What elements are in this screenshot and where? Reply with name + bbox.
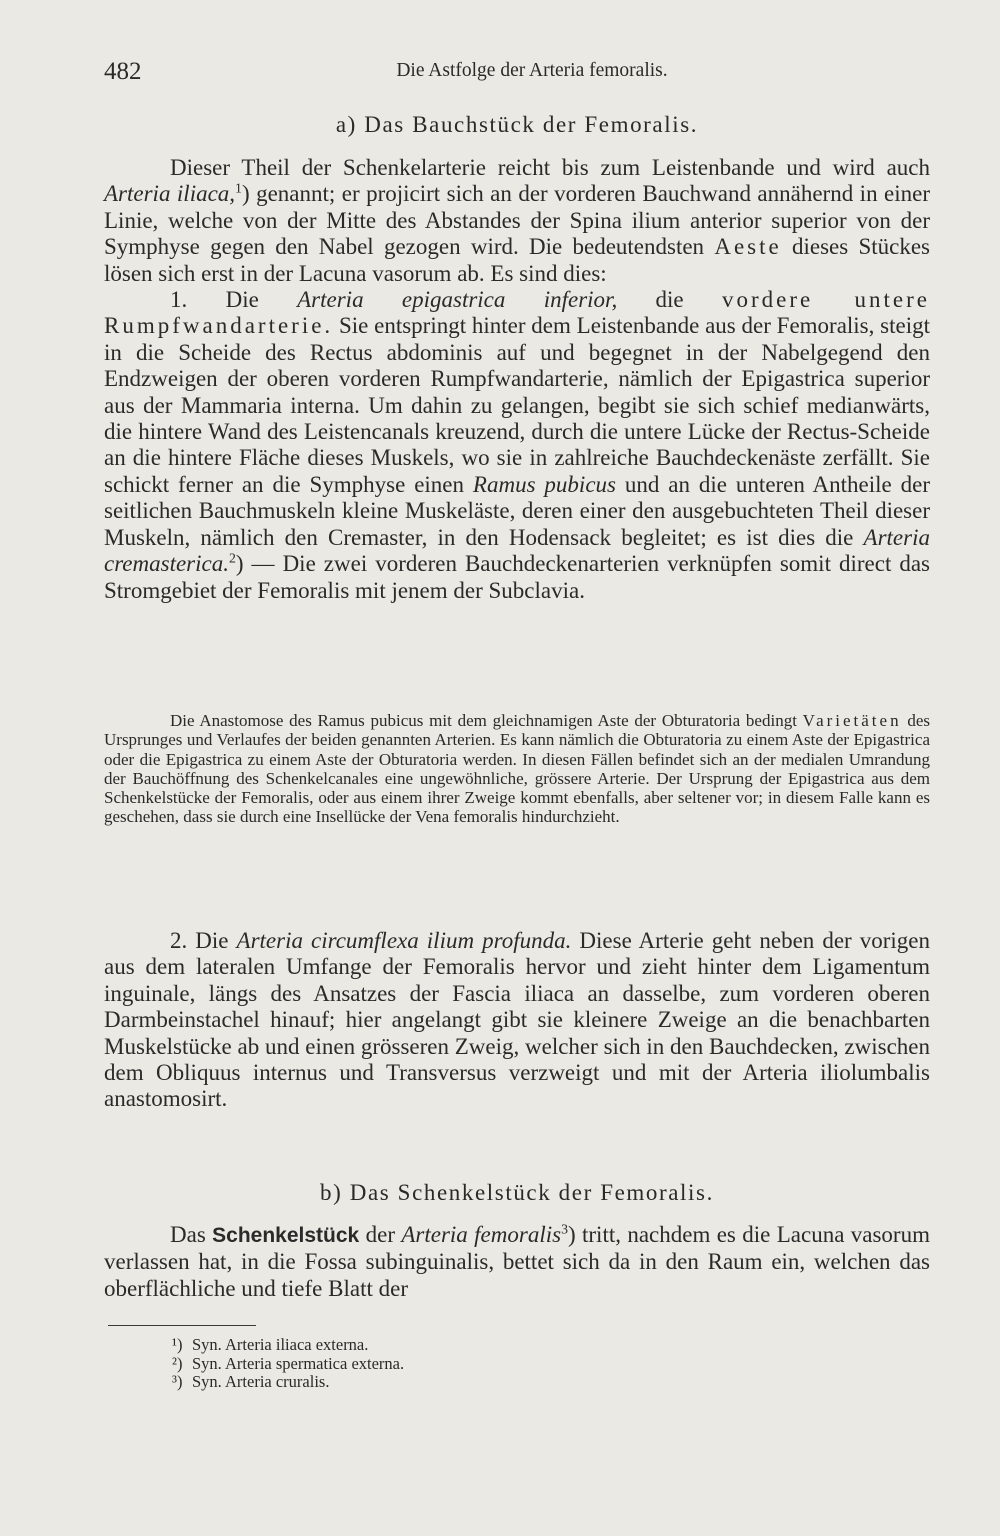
paragraph-intro: Dieser Theil der Schenkelarterie reicht bis zum Leistenbande und wird auch Arteria iliaca,$^1$) genannt; er projicirt sich an der vorderen Bauchwand annähernd in einer Linie, welche von der Mitte des Abstandes der Spina ilium anterior superior von der Symphyse gegen den Nabel gezogen wird. Die bedeutendsten Aeste dieses Stückes lösen sich erst in der Lacuna vasorum ab. Es sind dies: (104, 155, 930, 286)
section-heading-a: a) Das Bauchstück der Femoralis. (335, 112, 699, 137)
paragraph-circumflexa: 2. Die Arteria circumflexa ilium profunda. Diese Arterie geht neben der vorigen aus dem lateralen Umfange der Femoralis hervor und zieht hinter dem Ligamentum inguinale, längs des Ansatzes der Fascia iliaca an dasselbe, zum vorderen oberen Darmbeinstachel hinauf; hier angelangt gibt sie kleinere Zweige an die benachbarten Muskelstücke ab und einen grösseren Zweig, welcher sich in den Bauchdecken, zwischen dem Obliquus internus und Transversus verzweigt und mit der Arteria iliolumbalis anastomosirt. (104, 928, 930, 1112)
footnote-ref-3: 3 (561, 1221, 568, 1237)
section-b-body (104, 1222, 930, 1302)
running-head: Die Astfolge der Arteria femoralis. (396, 60, 668, 81)
paragraph-schenkelstueck: Das Schenkelstück der Arteria femoralis$^3$) tritt, nachdem es die Lacuna vasorum verlassen hat, in die Fossa subinguinalis, bettet sich da in den Raum ein, welchen das oberflächliche und tiefe Blatt der (104, 1221, 930, 1301)
footnote-ref-1: 1 (235, 181, 242, 197)
footnote-ref-2: 2 (228, 550, 236, 566)
footnote-3: ³) Syn. Arteria cruralis. (172, 1372, 330, 1391)
small-print-note: Die Anastomose des Ramus pubicus mit dem gleichnamigen Aste der Obturatoria bedingt Varietäten des Ursprunges und Verlaufes der beiden genannten Arterien. Es kann nämlich die Obturatoria zu einem Aste der Epigastrica oder die Epigastrica zu einem Aste der Obturatoria werden. In diesen Fällen befindet sich an der medialen Umrandung der Bauchöffnung des Schenkelcanales eine ungewöhnliche, grössere Arterie. Der Ursprung der Epigastrica aus dem Schenkelstücke der Femoralis, oder aus einem ihrer Zweige kommt ebenfalls, aber seltener vor; in diesem Falle kann es geschehen, dass sie durch eine Insellücke der Vena femoralis hindurchzieht. (104, 711, 930, 827)
page-header (104, 58, 930, 88)
footnote-1: ¹) Syn. Arteria iliaca externa. (172, 1335, 369, 1354)
section-a-body (104, 155, 930, 604)
section-a-body-2 (104, 928, 930, 1113)
paragraph-epigastrica: 1. Die Arteria epigastrica inferior, die vordere untere Rumpfwandarterie. Sie entspringt hinter dem Leistenbande aus der Femoralis, steigt in die Scheide des Rectus abdominis auf und begegnet in der Nabelgegend den Endzweigen der oberen vorderen Rumpfwandarterie, nämlich der Epigastrica superior aus der Mammaria interna. Um dahin zu gelangen, begibt sie sich schief medianwärts, die hintere Wand des Leistencanals kreuzend, durch die untere Lücke der Rectus-Scheide an die hintere Fläche dieses Muskels, wo sie in zahlreiche Bauchdeckenäste zerfällt. Sie schickt ferner an die Symphyse einen Ramus pubicus und an die unteren Antheile der seitlichen Bauchmuskeln kleine Muskeläste, deren einer den ausgebuchteten Theil dieser Muskeln, nämlich den Cremaster, in den Hodensack begleitet; es ist dies die Arteria cremasterica.$^2$) — Die zwei vorderen Bauchdeckenarterien verknüpfen somit direct das Stromgebiet der Femoralis mit jenem der Subclavia. (104, 287, 930, 603)
page-number: 482 (104, 58, 142, 85)
section-heading-b: b) Das Schenkelstück der Femoralis. (320, 1180, 714, 1205)
footnotes (172, 1336, 672, 1392)
footnote-2: ²) Syn. Arteria spermatica externa. (172, 1353, 405, 1373)
footnote-divider (108, 1325, 256, 1326)
